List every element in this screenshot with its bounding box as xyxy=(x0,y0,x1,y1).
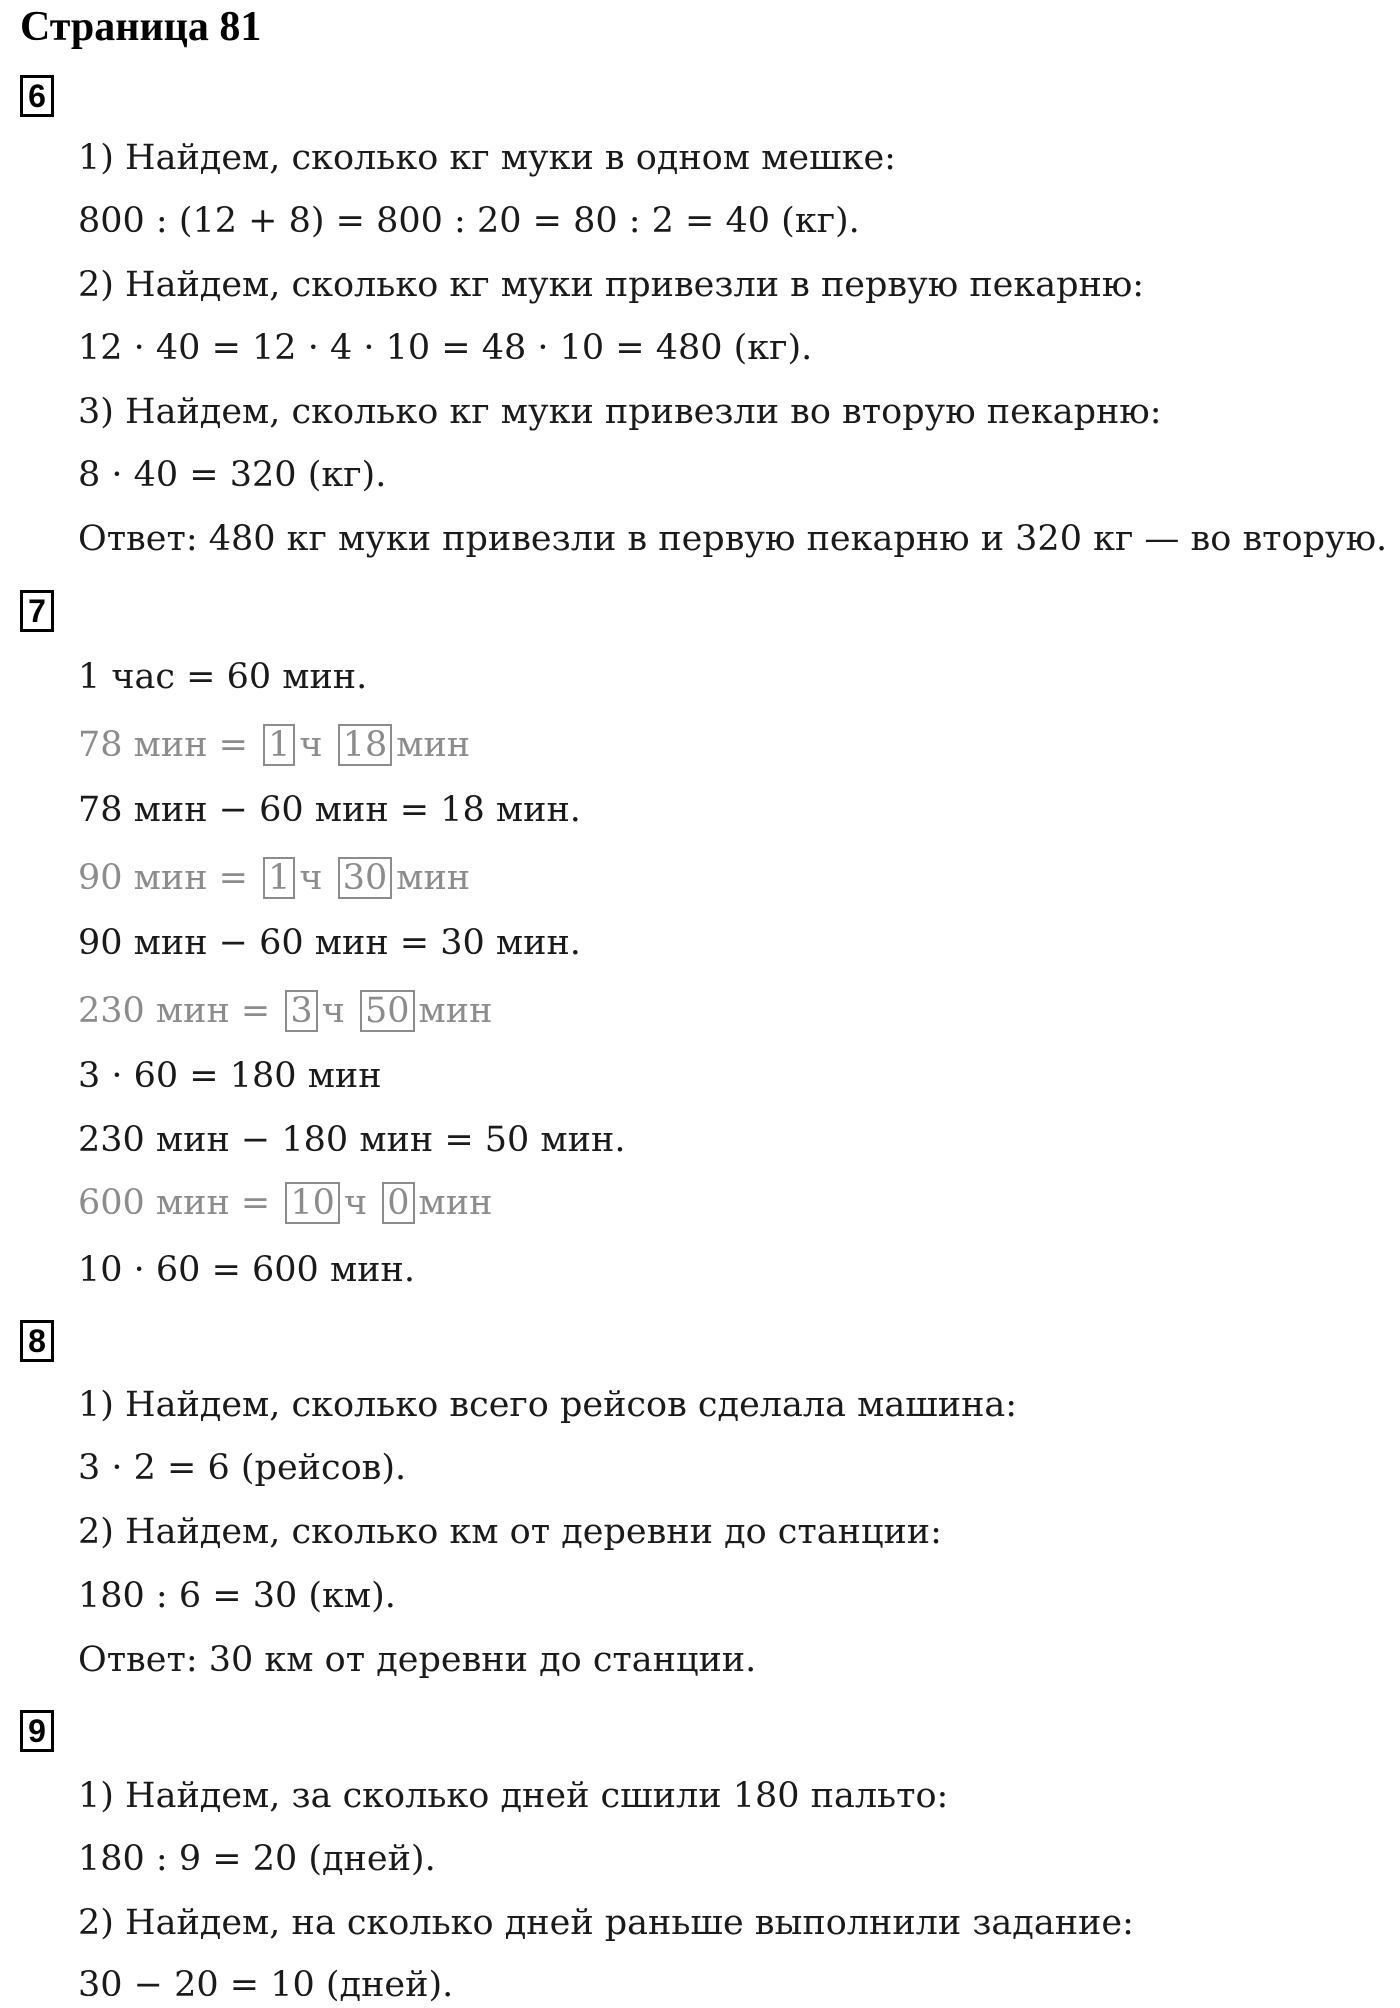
minutes-answer-box: 18 xyxy=(338,724,393,766)
minutes-unit: мин xyxy=(418,1183,493,1223)
conversion-prefix: 230 мин = xyxy=(78,991,271,1031)
task-7-conversion-3 xyxy=(78,988,492,1034)
minutes-unit: мин xyxy=(396,725,471,765)
hours-unit: ч xyxy=(343,1183,368,1223)
minutes-unit: мин xyxy=(418,991,493,1031)
task-number-6: 6 xyxy=(20,75,54,117)
hours-answer-box: 10 xyxy=(285,1182,340,1224)
task-8-line-2: 3 · 2 = 6 (рейсов). xyxy=(78,1448,407,1488)
page-title: Страница 81 xyxy=(20,4,262,50)
hours-unit: ч xyxy=(299,725,323,765)
task-7-conversion-4 xyxy=(78,1180,492,1226)
task-6-line-4: 12 · 40 = 12 · 4 · 10 = 48 · 10 = 480 (кг). xyxy=(78,328,813,368)
hours-unit: ч xyxy=(321,991,345,1031)
minutes-answer-box: 50 xyxy=(360,990,415,1032)
conversion-prefix: 90 мин = xyxy=(78,858,248,898)
task-7-conversion-2 xyxy=(78,855,470,901)
task-7-step: 3 · 60 = 180 мин xyxy=(78,1056,382,1096)
task-7-step: 230 мин − 180 мин = 50 мин. xyxy=(78,1120,626,1160)
hours-unit: ч xyxy=(299,858,323,898)
minutes-answer-box: 30 xyxy=(338,857,393,899)
hours-answer-box: 1 xyxy=(263,724,295,766)
task-9-line-4: 30 − 20 = 10 (дней). xyxy=(78,1965,454,2005)
task-number-8: 8 xyxy=(20,1320,54,1362)
task-6-line-1: 1) Найдем, сколько кг муки в одном мешке: xyxy=(78,138,896,178)
task-8-line-4: 180 : 6 = 30 (км). xyxy=(78,1576,396,1616)
task-8-line-3: 2) Найдем, сколько км от деревни до станции: xyxy=(78,1512,942,1552)
task-9-line-1: 1) Найдем, за сколько дней сшили 180 пальто: xyxy=(78,1776,949,1816)
conversion-prefix: 600 мин = xyxy=(78,1183,271,1223)
task-8-answer: Ответ: 30 км от деревни до станции. xyxy=(78,1640,757,1680)
conversion-prefix: 78 мин = xyxy=(78,725,248,765)
task-7-step: 90 мин − 60 мин = 30 мин. xyxy=(78,923,581,963)
task-9-line-2: 180 : 9 = 20 (дней). xyxy=(78,1839,436,1879)
hours-answer-box: 3 xyxy=(285,990,317,1032)
minutes-answer-box: 0 xyxy=(382,1182,414,1224)
task-6-line-5: 3) Найдем, сколько кг муки привезли во вторую пекарню: xyxy=(78,392,1162,432)
minutes-unit: мин xyxy=(396,858,471,898)
task-7-step: 78 мин − 60 мин = 18 мин. xyxy=(78,790,581,830)
task-number-9: 9 xyxy=(20,1710,54,1752)
hours-answer-box: 1 xyxy=(263,857,295,899)
task-7-conversion-1 xyxy=(78,722,470,768)
task-6-line-6: 8 · 40 = 320 (кг). xyxy=(78,455,387,495)
task-9-line-3: 2) Найдем, на сколько дней раньше выполнили задание: xyxy=(78,1903,1134,1943)
task-7-intro: 1 час = 60 мин. xyxy=(78,657,368,697)
task-6-answer: Ответ: 480 кг муки привезли в первую пекарню и 320 кг — во вторую. xyxy=(78,519,1388,559)
task-6-line-2: 800 : (12 + 8) = 800 : 20 = 80 : 2 = 40 (кг). xyxy=(78,201,860,241)
task-number-7: 7 xyxy=(20,590,54,632)
task-8-line-1: 1) Найдем, сколько всего рейсов сделала машина: xyxy=(78,1385,1018,1425)
task-6-line-3: 2) Найдем, сколько кг муки привезли в первую пекарню: xyxy=(78,265,1145,305)
task-7-step: 10 · 60 = 600 мин. xyxy=(78,1250,415,1290)
